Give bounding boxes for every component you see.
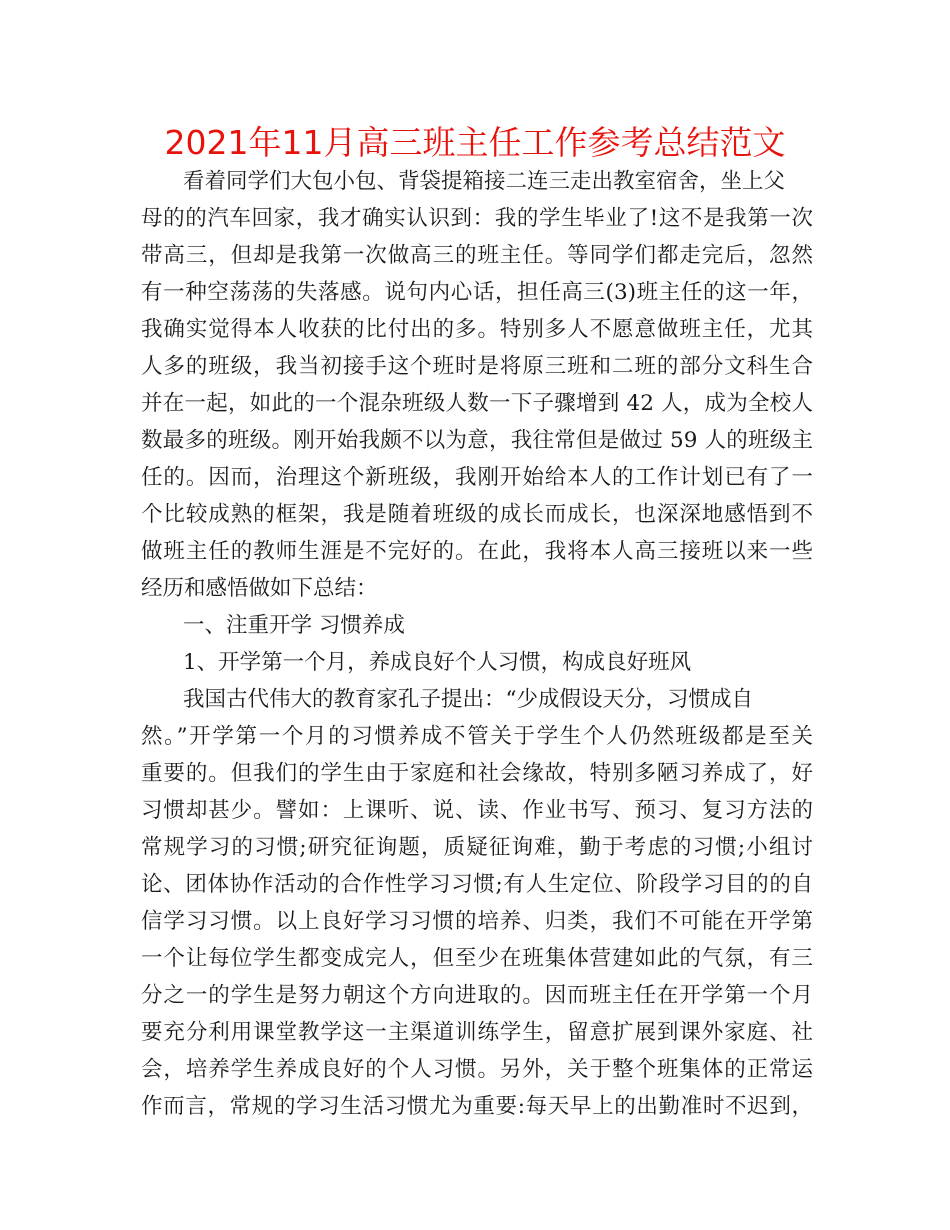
paragraph-line: 常规学习的习惯;研究征询题，质疑征询难，勤于考虑的习惯;小组讨 <box>141 835 813 860</box>
paragraph-line: 母的的汽车回家，我才确实认识到：我的学生毕业了!这不是我第一次 <box>141 206 813 231</box>
paragraph-line: 并在一起，如此的一个混杂班级人数一下子骤增到 42 人，成为全校人 <box>141 391 813 416</box>
paragraph-line: 习惯却甚少。譬如：上课听、说、读、作业书写、预习、复习方法的 <box>141 798 813 823</box>
paragraph-line: 要充分利用课堂教学这一主渠道训练学生，留意扩展到课外家庭、社 <box>141 1020 813 1045</box>
paragraph-line: 然。”开学第一个月的习惯养成不管关于学生个人仍然班级都是至关 <box>141 724 813 749</box>
paragraph-line: 任的。因而，治理这个新班级，我刚开始给本人的工作计划已有了一 <box>141 465 813 490</box>
subsection-heading: 1、开学第一个月，养成良好个人习惯，构成良好班风 <box>183 650 692 675</box>
paragraph-line: 论、团体协作活动的合作性学习习惯;有人生定位、阶段学习目的的自 <box>141 872 813 897</box>
document-title: 2021年11月高三班主任工作参考总结范文 <box>164 123 786 162</box>
paragraph-line: 看着同学们大包小包、背袋提箱接二连三走出教室宿舍，坐上父 <box>183 169 786 194</box>
paragraph-line: 我国古代伟大的教育家孔子提出：“少成假设天分，习惯成自 <box>183 687 753 712</box>
paragraph-line: 做班主任的教师生涯是不完好的。在此，我将本人高三接班以来一些 <box>141 539 813 564</box>
paragraph-line: 数最多的班级。刚开始我颇不以为意，我往常但是做过 59 人的班级主 <box>141 428 813 453</box>
paragraph-line: 带高三，但却是我第一次做高三的班主任。等同学们都走完后，忽然 <box>141 243 813 268</box>
document-body <box>141 163 813 1125</box>
paragraph-line: 有一种空荡荡的失落感。说句内心话，担任高三(3)班主任的这一年， <box>141 280 813 305</box>
paragraph-line: 会，培养学生养成良好的个人习惯。另外，关于整个班集体的正常运 <box>141 1057 813 1082</box>
paragraph-line: 一个让每位学生都变成完人，但至少在班集体营建如此的气氛，有三 <box>141 946 813 971</box>
section-heading: 一、注重开学 习惯养成 <box>183 613 405 638</box>
paragraph-line: 我确实觉得本人收获的比付出的多。特别多人不愿意做班主任，尤其 <box>141 317 813 342</box>
paragraph-line: 分之一的学生是努力朝这个方向进取的。因而班主任在开学第一个月 <box>141 983 813 1008</box>
paragraph-line: 经历和感悟做如下总结： <box>141 576 378 601</box>
paragraph-line: 个比较成熟的框架，我是随着班级的成长而成长，也深深地感悟到不 <box>141 502 813 527</box>
paragraph-line: 作而言，常规的学习生活习惯尤为重要:每天早上的出勤准时不迟到， <box>141 1094 813 1119</box>
paragraph-line: 重要的。但我们的学生由于家庭和社会缘故，特别多陋习养成了，好 <box>141 761 813 786</box>
paragraph-line: 信学习习惯。以上良好学习习惯的培养、归类，我们不可能在开学第 <box>141 909 813 934</box>
paragraph-line: 人多的班级，我当初接手这个班时是将原三班和二班的部分文科生合 <box>141 354 813 379</box>
